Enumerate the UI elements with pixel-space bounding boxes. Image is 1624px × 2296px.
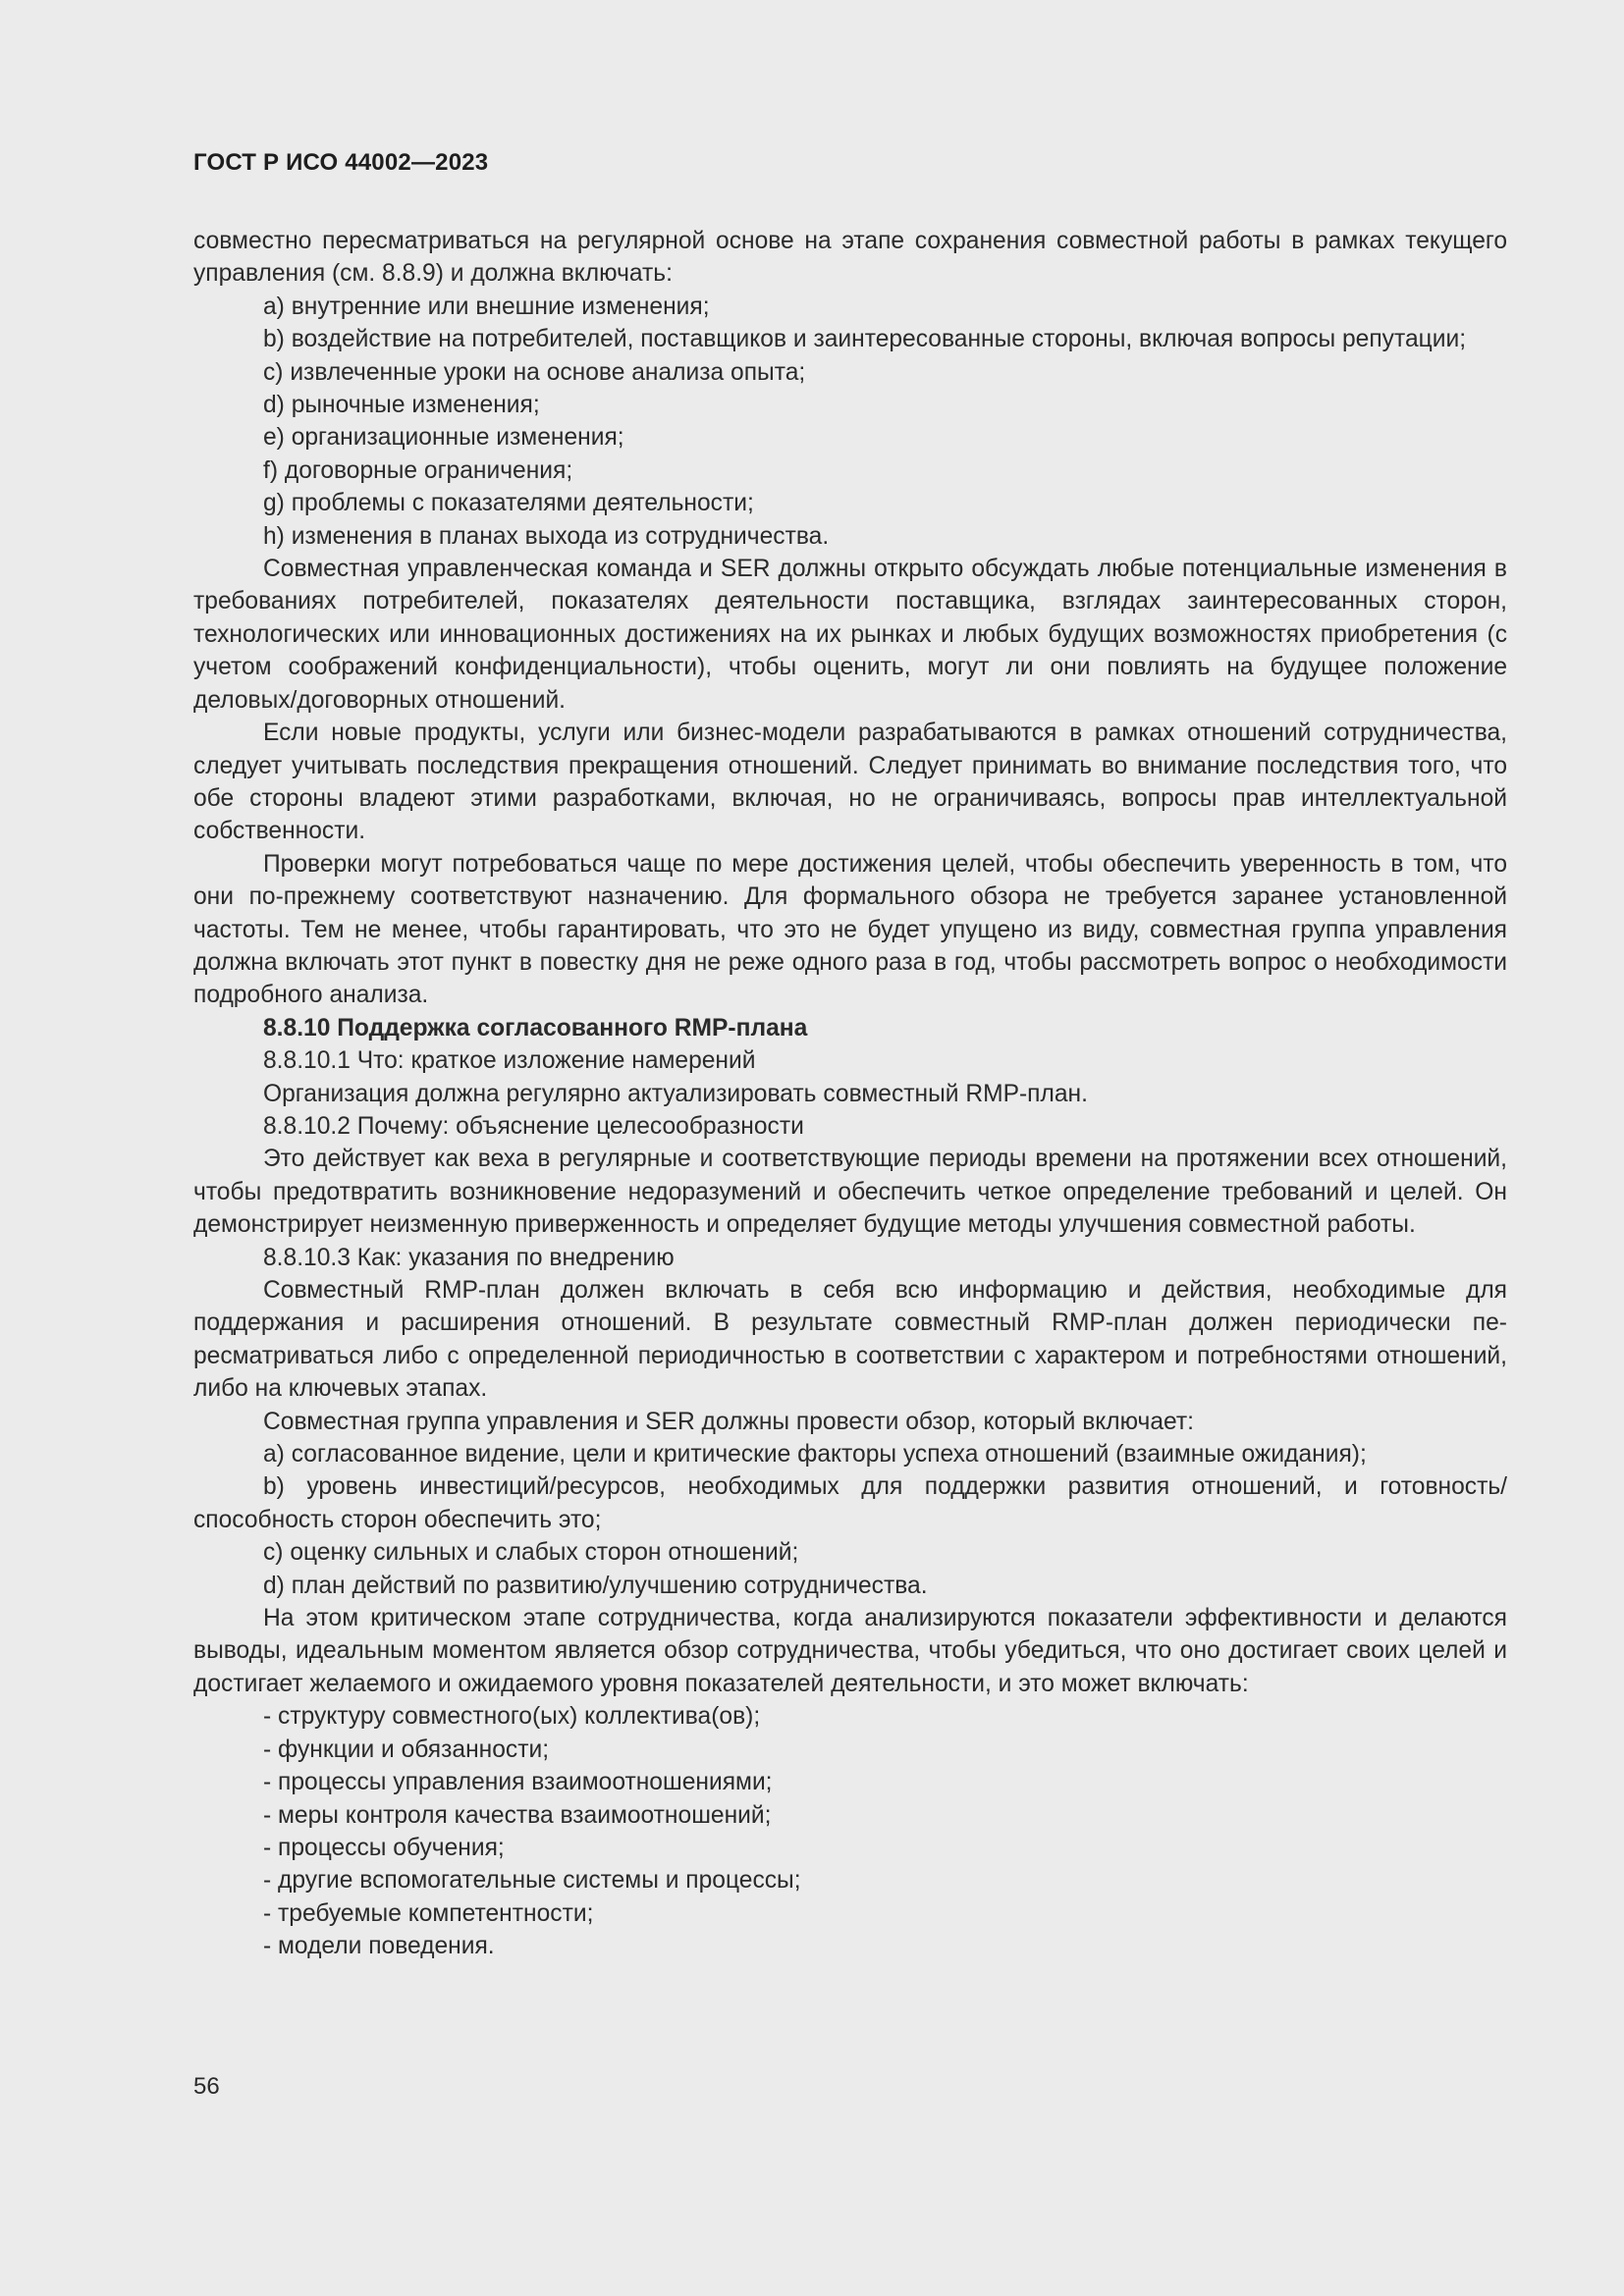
bullet-item: - модели поведения. xyxy=(263,1933,495,1960)
list-item: f) договорные ограничения; xyxy=(263,456,573,484)
bullet-item: - функции и обязанности; xyxy=(263,1735,550,1763)
bullet-item: - другие вспомогательные системы и процессы; xyxy=(263,1867,801,1895)
list-item: h) изменения в планах выхода из сотрудничества. xyxy=(263,522,830,550)
list-item: d) план действий по развитию/улучшению сотрудничества. xyxy=(263,1572,928,1599)
list-item: c) извлеченные уроки на основе анализа опыта; xyxy=(263,358,806,386)
paragraph: Совместный RMP-план должен включать в себя всю информацию и действия, необходимые для поддержания и расширения отношений. В результате совместный RMP-план должен периодически пересматриваться либо с определенной периодичностью в соответствии с характером и потребностями отношений, либо на ключевых этапах. xyxy=(193,1277,1507,1403)
paragraph: Если новые продукты, услуги или бизнес-модели разрабатываются в рамках отношений сотрудничества, следует учитывать последствия прекращения отношений. Следует принимать во внимание последствия того, что обе стороны владеют этими разработками, включая, но не ограничиваясь, вопросы прав интеллектуальной собственности. xyxy=(193,720,1507,845)
document-header: ГОСТ Р ИСО 44002—2023 xyxy=(193,149,489,176)
section-heading: 8.8.10 Поддержка согласованного RMP-плана xyxy=(263,1014,808,1041)
list-item: g) проблемы с показателями деятельности; xyxy=(263,490,754,517)
bullet-item: - процессы управления взаимоотношениями; xyxy=(263,1769,773,1796)
subsection-heading: 8.8.10.1 Что: краткое изложение намерений xyxy=(263,1047,756,1075)
bullet-item: - меры контроля качества взаимоотношений; xyxy=(263,1801,772,1829)
list-item: b) уровень инвестиций/ресурсов, необходимых для поддержки развития отношений, и готовность/ способность сторон обеспечить это; xyxy=(193,1473,1507,1533)
paragraph: Совместная группа управления и SER должны провести обзор, который включает: xyxy=(263,1408,1195,1435)
subsection-heading: 8.8.10.2 Почему: объяснение целесообразности xyxy=(263,1112,804,1140)
bullet-item: - структуру совместного(ых) коллектива(ов); xyxy=(263,1703,761,1731)
document-body xyxy=(193,225,1507,1963)
paragraph: На этом критическом этапе сотрудничества, когда анализируются показатели эффективности и делаются выводы, идеальным моментом является обзор сотрудничества, чтобы убедиться, что оно достигает своих целей и достигает желаемого и ожидаемого уровня показателей деятельности, и это может включать: xyxy=(193,1605,1507,1697)
list-item: c) оценку сильных и слабых сторон отношений; xyxy=(263,1539,799,1567)
subsection-heading: 8.8.10.3 Как: указания по внедрению xyxy=(263,1244,675,1271)
bullet-item: - требуемые компетентности; xyxy=(263,1899,594,1927)
paragraph: Проверки могут потребоваться чаще по мере достижения целей, чтобы обеспечить уверенность в том, что они по-прежнему соответствуют назначению. Для формального обзора не требуется заранее установленной частоты. Тем не менее, чтобы гарантировать, что это не будет упущено из виду, совместная группа управления должна включать этот пункт в повестку дня не реже одного раза в год, чтобы рассмотреть вопрос о необходимости подробного анализа. xyxy=(193,850,1507,1009)
paragraph: Организация должна регулярно актуализировать совместный RMP-план. xyxy=(263,1080,1088,1107)
list-item: e) организационные изменения; xyxy=(263,424,624,452)
bullet-item: - процессы обучения; xyxy=(263,1834,505,1861)
paragraph: Это действует как веха в регулярные и соответствующие периоды времени на протяжении всех отношений, чтобы предотвратить возникновение недоразумений и обеспечить четкое определение требований и целей. Он демонстрирует неизменную приверженность и определяет будущие методы улучшения совместной работы. xyxy=(193,1146,1507,1239)
list-item: a) внутренние или внешние изменения; xyxy=(263,293,710,320)
list-item: b) воздействие на потребителей, поставщиков и заинтересованные стороны, включая вопросы репутации; xyxy=(263,326,1467,353)
page-number: 56 xyxy=(193,2073,220,2100)
paragraph: совместно пересматриваться на регулярной основе на этапе сохранения совместной работы в рамках текущего управления (см. 8.8.9) и должна включать: xyxy=(193,228,1507,288)
paragraph: Совместная управленческая команда и SER должны открыто обсуждать любые потенциальные изменения в требованиях потребителей, показателях деятельности поставщика, взглядах заинтересованных сторон, технологических или инновационных достижениях на их рынках и любых будущих возможностях приобретения (с учетом соображений конфиденциальности), чтобы оценить, могут ли они повлиять на будущее положение деловых/договорных отношений. xyxy=(193,556,1507,714)
list-item: a) согласованное видение, цели и критические факторы успеха отношений (взаимные ожидания); xyxy=(263,1441,1367,1468)
list-item: d) рыночные изменения; xyxy=(263,392,540,419)
